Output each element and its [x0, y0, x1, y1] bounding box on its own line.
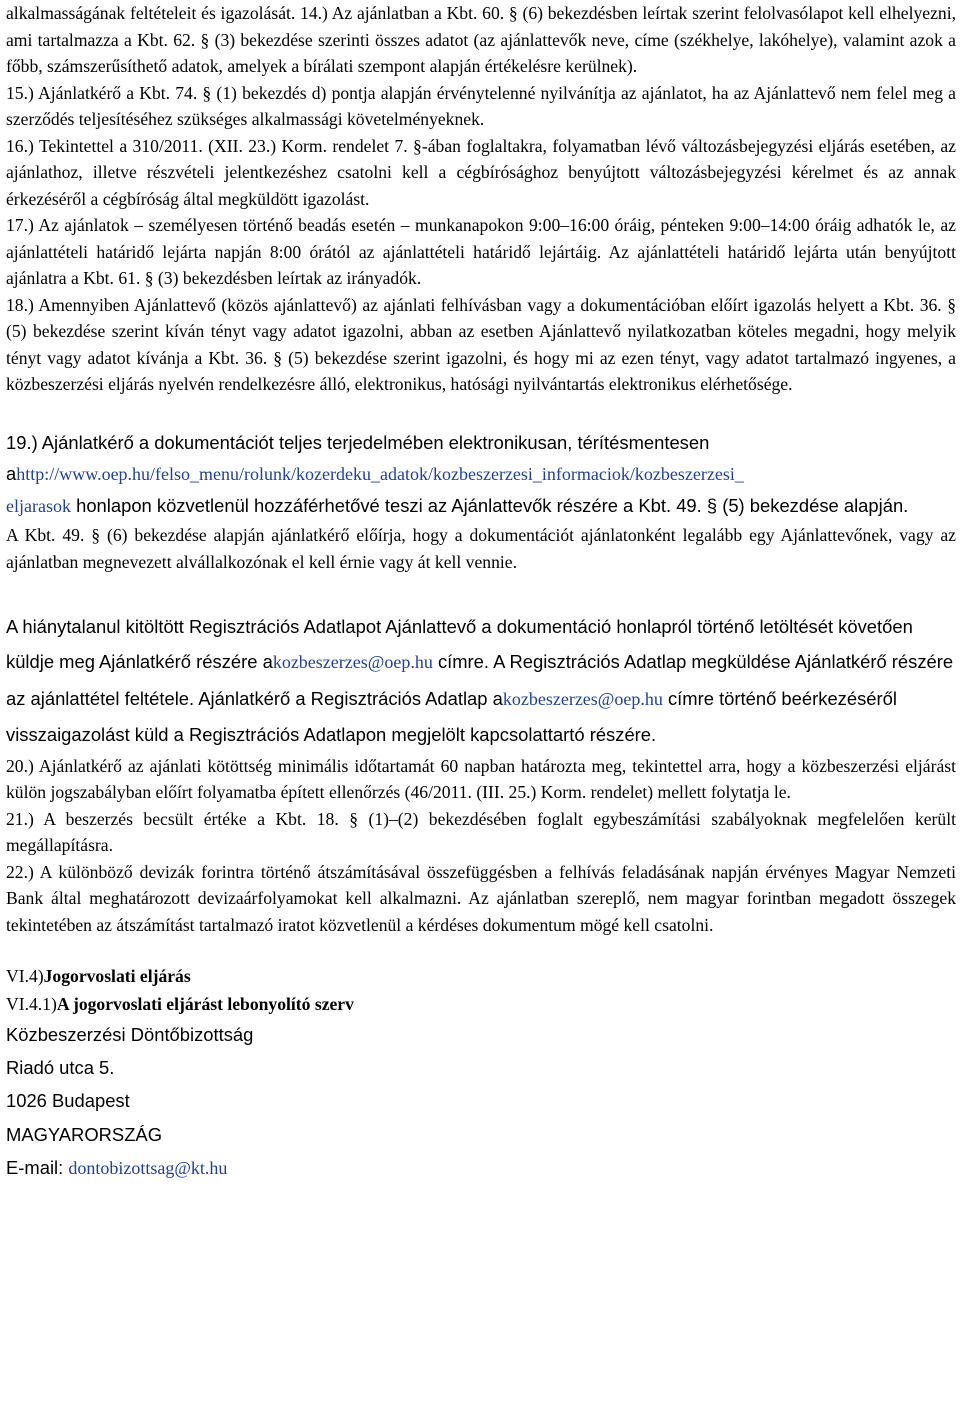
paragraph-21: 21.) A beszerzés becsült értéke a Kbt. 18. § (1)–(2) bekezdésében foglalt egybeszámítási szabályoknak megfelelően került megállapításra.	[6, 808, 956, 855]
documentation-url-part1[interactable]: http://www.oep.hu/felso_menu/rolunk/kozerdeku_adatok/kozbeszerzesi_informaciok/kozbeszerzesi_	[16, 463, 744, 484]
paragraph-19-intro: 19.) Ajánlatkérő a dokumentációt teljes terjedelmében elektronikusan, térítésmentesen a	[6, 431, 710, 484]
paragraph-19-rest: honlapon közvetlenül hozzáférhetővé teszi az Ajánlattevők részére a Kbt. 49. § (5) bekezdése alapján.	[76, 494, 909, 516]
paragraph-16: 16.) Tekintettel a 310/2011. (XII. 23.) Korm. rendelet 7. §-ában foglaltakra, folyamatban lévő változásbejegyzési eljárás esetében, az ajánlathoz, illetve részvételi jelentkezéshez csatolni kell a cégbírósághoz benyújtott változásbejegyzési kérelmet és az annak érkezéséről a cégbíróság által megküldött igazolást.	[6, 135, 956, 209]
document-page	[6, 0, 956, 1185]
registration-text-1: A hiánytalanul kitöltött Regisztrációs Adatlapot Ajánlattevő a dokumentáció honlapról történő letöltését követően küldje meg Ajánlatkérő részére a	[6, 615, 913, 672]
registration-paragraph	[6, 609, 956, 753]
organization-name: Közbeszerzési Döntőbizottság	[6, 1024, 254, 1045]
numbered-conditions-block-2	[6, 753, 956, 939]
section-number: VI.4)	[6, 966, 44, 986]
email-label: E-mail:	[6, 1156, 64, 1178]
paragraph-20: 20.) Ajánlatkérő az ajánlati kötöttség minimális időtartamát 60 napban határozta meg, tekintettel arra, hogy a közbeszerzési eljárást külön jogszabályban előírt folyamatba épített ellenőrzés (46/2011. (III. 25.) Korm. rendelet) mellett folytatja le.	[6, 755, 956, 802]
country: MAGYARORSZÁG	[6, 1123, 162, 1145]
paragraph-22: 22.) A különböző devizák forintra történő átszámításával összefüggésben a felhívás feladásának napján érvényes Magyar Nemzeti Bank által meghatározott devizaárfolyamokat kell alkalmazni. Az ajánlatban szereplő, nem magyar forintban megadott összegek tekintetében az átszámítást tartalmazó iratot közvetlenül a kérdéses dokumentum mögé kell csatolni.	[6, 861, 956, 935]
review-body-email-link[interactable]: dontobizottsag@kt.hu	[68, 1157, 228, 1178]
paragraph-18: 18.) Amennyiben Ajánlattevő (közös ajánlattevő) az ajánlati felhívásban vagy a dokumentációban előírt igazolás helyett a Kbt. 36. § (5) bekezdése szerint kíván tényt vagy adatot igazolni, abban az esetben Ajánlattevő nyilatkozatban köteles megadni, hogy melyik tényt vagy adatot kívánja a Kbt. 36. § (5) bekezdése szerint igazolni, és hogy mi az ezen tényt, vagy adatot tartalmazó ingyenes, a közbeszerzési eljárás nyelvén rendelkezésre álló, elektronikus, hatósági nyilvántartás elektronikus elérhetősége.	[6, 294, 956, 394]
subsection-title: A jogorvoslati eljárást lebonyolító szerv	[56, 993, 354, 1014]
paragraph-15: 15.) Ajánlatkérő a Kbt. 74. § (1) bekezdés d) pontja alapján érvénytelenné nyilvánítja az ajánlatot, ha az Ajánlattevő nem felel meg a szerződés teljesítéséhez szükséges alkalmassági követelményeknek.	[6, 82, 956, 129]
registration-text-3: címre történő beérkezéséről visszaigazolást küld a Regisztrációs Adatlapon megjelölt kapcsolattartó részére.	[6, 687, 897, 745]
numbered-conditions-block	[6, 0, 956, 398]
street-address: Riadó utca 5.	[6, 1057, 115, 1079]
email-link-2[interactable]: kozbeszerzes@oep.hu	[502, 688, 663, 709]
paragraph-17: 17.) Az ajánlatok – személyesen történő beadás esetén – munkanapokon 9:00–16:00 óráig, pénteken 9:00–14:00 óráig adhatók le, az ajánlattételi határidő lejárta napján 8:00 órától az ajánlattételi határidő lejártáig. Az ajánlattételi határidő lejárta után benyújtott ajánlatra a Kbt. 61. § (3) bekezdésben leírtak az irányadók.	[6, 215, 956, 288]
documentation-url-part2[interactable]: eljarasok	[6, 495, 71, 516]
section-vi-4-heading	[6, 963, 956, 991]
email-link-1[interactable]: kozbeszerzes@oep.hu	[272, 652, 433, 672]
email-line	[6, 1151, 956, 1185]
section-vi-4	[6, 963, 956, 1018]
postal-city: 1026 Budapest	[6, 1090, 130, 1112]
paragraph-19	[6, 427, 956, 522]
registration-text-2: címre. A Regisztrációs Adatlap megküldése Ajánlatkérő részére az ajánlattétel feltétele. Ajánlatkérő a Regisztrációs Adatlap a	[6, 651, 954, 709]
review-body-address	[6, 1018, 956, 1185]
section-vi-4-1-heading	[6, 991, 956, 1019]
subsection-number: VI.4.1)	[6, 993, 57, 1014]
paragraph-kbt-49-6: A Kbt. 49. § (6) bekezdése alapján ajánlatkérő előírja, hogy a dokumentációt ajánlatonként legalább egy Ajánlattevőnek, vagy az ajánlatban megnevezett alvállalkozónak el kell érnie vagy át kell vennie.	[6, 524, 956, 572]
paragraph-14: alkalmasságának feltételeit és igazolását. 14.) Az ajánlatban a Kbt. 60. § (6) bekezdésben leírtak szerint felolvasólapot kell elhelyezni, ami tartalmazza a Kbt. 62. § (3) bekezdése szerinti összes adatot (az ajánlattevők neve, címe (székhelye, lakóhelye), valamint azok a főbb, számszerűsíthető adatok, amelyek a bírálati szempont alapján értékelésre kerülnek).	[6, 3, 956, 76]
section-title: Jogorvoslati eljárás	[43, 966, 191, 986]
